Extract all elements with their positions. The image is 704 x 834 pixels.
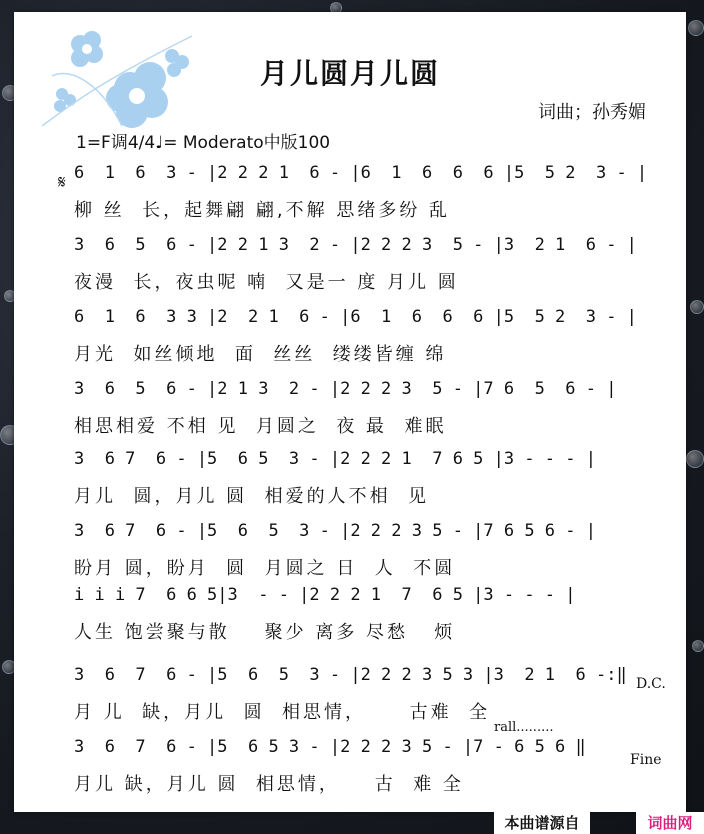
lyrics-line: 盼月 圆，盼月 圆 月圆之 日 人 不圆	[74, 558, 456, 579]
dc-mark: D.C.	[636, 676, 666, 692]
system-8	[74, 664, 654, 724]
fine-mark: Fine	[630, 752, 662, 768]
notation-line: i i i 7 6 6 5|3 - - |2 2 2 1 7 6 5 |3 - - - |	[74, 585, 576, 605]
credit: 词曲；孙秀媚	[538, 102, 646, 123]
notation-line: 6 1 6 3 3 |2 2 1 6 - |6 1 6 6 6 |5 5 2 3 - |	[74, 307, 637, 327]
notation-line: 3 6 7 6 - |5 6 5 3 - |2 2 2 3 5 - |7 - 6 5 6 ‖	[74, 737, 586, 757]
score-sheet	[14, 12, 686, 812]
site-logo[interactable]: 词曲网	[636, 812, 704, 834]
system-3	[74, 306, 654, 366]
notation-line: 3 6 5 6 - |2 2 1 3 2 - |2 2 2 3 5 - |3 2 1 6 - |	[74, 235, 637, 255]
song-title: 月儿圆月儿圆	[259, 57, 440, 90]
segno-sign: 𝄋	[58, 172, 66, 193]
lyrics-line: 月光 如丝倾地 面 丝丝 缕缕皆缠 绵	[74, 344, 447, 365]
system-5	[74, 448, 654, 508]
system-7	[74, 584, 654, 644]
system-1	[74, 162, 654, 222]
lyrics-line: 月 儿 缺，月儿 圆 相思情， 古难 全	[74, 702, 491, 723]
lyrics-line: 相思相爱 不相 见 月圆之 夜 最 难眠	[74, 416, 447, 437]
notation-line: 6 1 6 3 - |2 2 2 1 6 - |6 1 6 6 6 |5 5 2 3 - |	[74, 163, 648, 183]
notation-line: 3 6 5 6 - |2 1 3 2 - |2 2 2 3 5 - |7 6 5 6 - |	[74, 379, 617, 399]
lyrics-line: 夜漫 长，夜虫呢 喃 又是一 度 月儿 圆	[74, 272, 459, 293]
lyrics-line: 人生 饱尝聚与散 聚少 离多 尽愁 烦	[74, 622, 456, 643]
notation-line: 3 6 7 6 - |5 6 5 3 - |2 2 2 1 7 6 5 |3 - - - |	[74, 449, 596, 469]
lyrics-line: 月儿 缺，月儿 圆 相思情， 古 难 全	[74, 774, 464, 795]
system-9	[74, 736, 654, 796]
lyrics-line: 月儿 圆，月儿 圆 相爱的人不相 见	[74, 486, 430, 507]
lyrics-line: 柳 丝 长，起舞翩 翩,不解 思绪多纷 乱	[74, 200, 451, 221]
rall-mark: rall.........	[494, 720, 554, 735]
system-2	[74, 234, 654, 294]
source-label: 本曲谱源自	[494, 812, 590, 834]
notation-line: 3 6 7 6 - |5 6 5 3 - |2 2 2 3 5 3 |3 2 1 6 -:‖	[74, 665, 627, 685]
system-6	[74, 520, 654, 580]
key-signature: 1=F调4/4♩= Moderato中版100	[76, 133, 331, 153]
notation-line: 3 6 7 6 - |5 6 5 3 - |2 2 2 3 5 - |7 6 5 6 - |	[74, 521, 596, 541]
system-4	[74, 378, 654, 438]
